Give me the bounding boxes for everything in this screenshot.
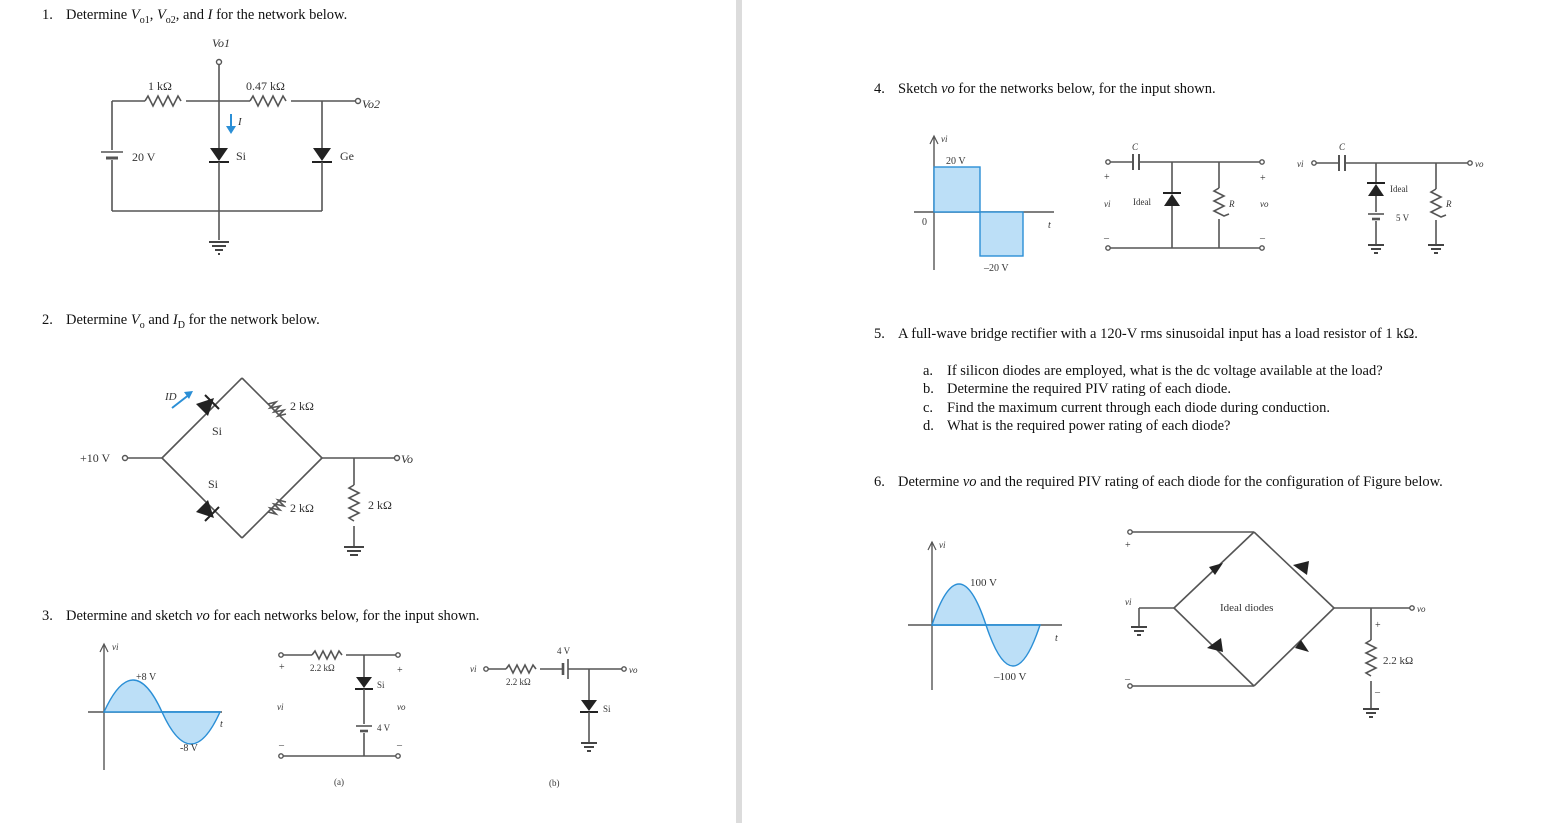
vi-label-circuit: vi: [1125, 597, 1132, 607]
t-label: t: [1055, 633, 1058, 644]
d2-label: Si: [208, 477, 219, 491]
diode-label-b: Si: [603, 704, 611, 714]
diode-ll-icon: [1207, 638, 1223, 652]
vo-label-1: vo: [1260, 199, 1269, 209]
source-label: +10 V: [80, 451, 111, 465]
diode-label-a: Si: [377, 680, 385, 690]
question-5a: a. If silicon diodes are employed, what is the dc voltage available at the load?: [923, 363, 1383, 379]
vo-label-2: vo: [1475, 159, 1484, 169]
d1-label: Si: [236, 149, 247, 163]
question-6: 6. Determine vo and the required PIV rating of each diode for the configuration of Figure below.: [874, 474, 1443, 490]
d2-label: Ge: [340, 149, 354, 163]
diode-lr-icon: [1295, 640, 1309, 652]
minus-in-a: –: [279, 740, 284, 751]
vi-label-2: vi: [1297, 159, 1304, 169]
c-label-1: C: [1132, 142, 1139, 152]
vo2-label: Vo2: [362, 97, 380, 111]
vo1-label: Vo1: [212, 36, 230, 50]
question-5d: d. What is the required power rating of each diode?: [923, 418, 1231, 434]
ideal-diodes-label: Ideal diodes: [1220, 602, 1274, 614]
question-1: 1. Determine $V_{o1}$, $V_{o2}$, and I for the network below.: [42, 7, 348, 26]
r-label-a: 2.2 kΩ: [310, 663, 335, 673]
plus-in-a: +: [279, 662, 285, 673]
question-2: 2. Determine $V_o$ and $I_D$ for the network below.: [42, 312, 320, 331]
rl-label: 2 kΩ: [368, 498, 392, 512]
minus-out: –: [1375, 687, 1380, 698]
peak-neg-label: –100 V: [994, 671, 1027, 683]
r1-label: 2 kΩ: [290, 399, 314, 413]
vi-label: vi: [112, 642, 119, 652]
caption-a: (a): [334, 777, 344, 787]
diode-ur-icon: [1293, 561, 1309, 575]
t-label: t: [1048, 220, 1051, 231]
plus-in: +: [1125, 540, 1131, 551]
vo-label-b: vo: [629, 665, 638, 675]
left-page: [0, 0, 736, 823]
plus-out-1: +: [1260, 173, 1266, 184]
diode-label-2: Ideal: [1390, 184, 1408, 194]
current-label: I: [238, 116, 242, 128]
vi-label-b: vi: [470, 664, 477, 674]
vi-label: vi: [941, 134, 948, 144]
d1-label: Si: [212, 424, 223, 438]
r2-label: 0.47 kΩ: [246, 79, 285, 93]
c-label-2: C: [1339, 142, 1346, 152]
ground-icon-out: [1363, 709, 1379, 717]
question-5c: c. Find the maximum current through each diode during conduction.: [923, 400, 1330, 416]
peak-neg-label: –20 V: [984, 263, 1009, 274]
right-page: [742, 0, 1547, 823]
r-label-b: 2.2 kΩ: [506, 677, 531, 687]
vi-label-1: vi: [1104, 199, 1111, 209]
vo-label: Vo: [401, 452, 413, 466]
diode-si-b-icon: [581, 700, 597, 711]
peak-pos-label: +8 V: [136, 672, 157, 683]
rl-label: 2.2 kΩ: [1383, 655, 1414, 667]
minus-in-1: –: [1104, 233, 1109, 244]
minus-in: –: [1125, 674, 1130, 685]
ground-icon-b: [581, 743, 597, 751]
caption-b: (b): [549, 778, 560, 788]
vi-label: vi: [939, 540, 946, 550]
vo-label-a: vo: [397, 702, 406, 712]
vo-label: vo: [1417, 604, 1426, 614]
zero-label: 0: [922, 217, 927, 228]
minus-out-1: –: [1260, 233, 1265, 244]
question-3: 3. Determine and sketch vo for each networks below, for the input shown.: [42, 608, 480, 624]
figure-6-bridge-circuit: [742, 0, 1547, 823]
resistor-load: [1366, 640, 1376, 676]
diode-label-1: Ideal: [1133, 197, 1151, 207]
battery-label-a: 4 V: [377, 723, 391, 733]
plus-out-a: +: [397, 665, 403, 676]
plus-in-1: +: [1104, 172, 1110, 183]
plus-out: +: [1375, 620, 1381, 631]
ground-icon-in: [1131, 627, 1147, 635]
t-label: t: [220, 719, 223, 730]
r1-label: 1 kΩ: [148, 79, 172, 93]
peak-pos-label: 100 V: [970, 577, 997, 589]
figure-3b-circuit: [0, 0, 736, 823]
source-label: 20 V: [132, 150, 156, 164]
r2-label: 2 kΩ: [290, 501, 314, 515]
minus-out-a: –: [397, 740, 402, 751]
r-label-1: R: [1229, 199, 1235, 209]
r-label-2: R: [1446, 199, 1452, 209]
resistor-22k-b: [506, 665, 536, 673]
question-5: 5. A full-wave bridge rectifier with a 120-V rms sinusoidal input has a load resistor of 1 kΩ.: [874, 326, 1418, 342]
question-4: 4. Sketch vo for the networks below, for the input shown.: [874, 81, 1216, 97]
question-5b: b. Determine the required PIV rating of each diode.: [923, 381, 1231, 397]
battery-label-2: 5 V: [1396, 213, 1410, 223]
peak-pos-label: 20 V: [946, 156, 966, 167]
id-label: ID: [165, 391, 177, 403]
peak-neg-label: -8 V: [180, 743, 198, 754]
battery-label-b: 4 V: [557, 646, 571, 656]
vi-label-a: vi: [277, 702, 284, 712]
